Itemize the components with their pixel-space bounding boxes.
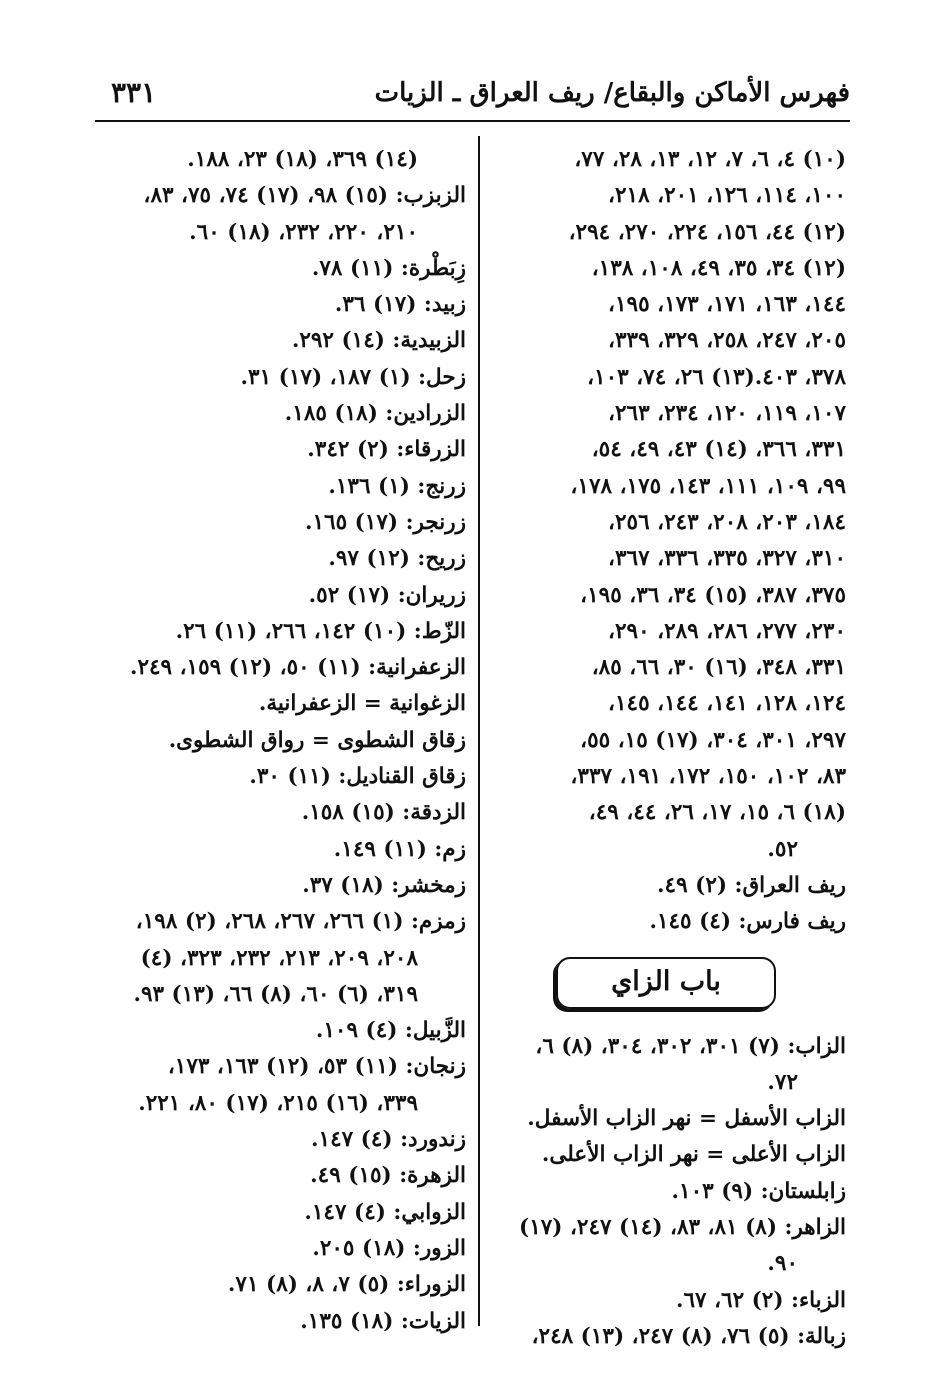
index-line: ٣٣١، ٣٦٦، (١٤) ٤٣، ٤٩، ٥٤،	[591, 437, 846, 463]
index-line: ٢٠٥، ٢٤٧، ٢٥٨، ٣٢٩، ٣٣٩،	[608, 328, 846, 354]
section-title-box: باب الزاي	[556, 957, 776, 1009]
index-entry: زمزم: (١) ٢٦٦، ٢٦٧، ٢٦٨، (٢) ١٩٨،	[135, 909, 466, 935]
index-entry: زابلستان: (٩) ١٠٣.	[671, 1178, 846, 1204]
index-entry: زرنج: (١) ١٣٦.	[328, 473, 466, 499]
index-entry: الزباء: (٢) ٦٢، ٦٧.	[675, 1287, 846, 1313]
index-entry: الزور: (١٨) ٢٠٥.	[312, 1235, 466, 1261]
index-line: ١٠٧، ١١٩، ١٢٠، ٢٣٤، ٢٦٣،	[608, 401, 846, 427]
index-line: ٣١٠، ٣٢٧، ٣٣٥، ٣٣٦، ٣٦٧،	[608, 546, 846, 572]
index-entry: الزهرة: (١٥) ٤٩.	[310, 1163, 466, 1189]
running-title: فهرس الأماكن والبقاع/ ريف العراق ـ الزيات	[374, 78, 850, 108]
index-entry: زقاق الشطوى = رواق الشطوى.	[168, 727, 466, 753]
index-line: ٨٣، ١٠٢، ١٥٠، ١٧٢، ١٩١، ٣٣٧،	[570, 764, 846, 790]
index-line: ٣٧٥، ٣٨٧، (١٥) ٣٤، ٣٦، ١٩٥،	[580, 582, 846, 608]
index-entry: زريح: (١٢) ٩٧.	[328, 546, 466, 572]
index-entry: زقاق القناديل: (١١) ٣٠.	[249, 764, 466, 790]
index-line: ٣٧٨، ٤٠٣.(١٣) ٢٦، ٧٤، ١٠٣،	[587, 364, 846, 390]
index-line: ٧٢.	[767, 1069, 798, 1095]
index-entry: الزوابي: (٤) ١٤٧.	[304, 1199, 466, 1225]
index-line: ٢٩٧، ٣٠١، ٣٠٤، (١٧) ١٥، ٥٥،	[580, 727, 846, 753]
index-entry: زم: (١١) ١٤٩.	[333, 836, 466, 862]
index-line: (١٤) ٣٦٩، (١٨) ٢٣، ١٨٨.	[187, 147, 418, 172]
index-line: ٢١٠، ٢٢٠، ٢٣٢، (١٨) ٦٠.	[189, 219, 418, 245]
index-line: ٣٣٩، (١٦) ٢١٥، (١٧) ٨٠، ٢٢١.	[138, 1090, 418, 1116]
index-line: ١٠٠، ١١٤، ١٢٦، ٢٠١، ٢١٨،	[608, 183, 846, 209]
index-line: ٣١٩، (٦) ٦٠، (٨) ٦٦، (١٣) ٩٣.	[133, 981, 418, 1007]
left-column	[101, 142, 466, 1340]
index-line: (١٠) ٤، ٦، ٧، ١٢، ١٣، ٢٨، ٧٧،	[574, 147, 846, 172]
index-line: ٩٠.	[767, 1251, 798, 1277]
index-entry: زرنجر: (١٧) ١٦٥.	[304, 509, 466, 535]
index-line: ١٨٤، ٢٠٣، ٢٠٨، ٢٤٣، ٢٥٦،	[608, 509, 846, 535]
index-entry: زبيد: (١٧) ٣٦.	[334, 292, 466, 318]
index-entry: زنجان: (١١) ٥٣، (١٢) ١٦٣، ١٧٣،	[167, 1054, 466, 1080]
index-entry: الزاب الأسفل = نهر الزاب الأسفل.	[527, 1106, 846, 1132]
index-line: (١٢) ٤٤، ١٥٦، ٢٢٤، ٢٧٠، ٢٩٤،	[568, 219, 846, 245]
index-entry: ريف فارس: (٤) ١٤٥.	[649, 909, 846, 935]
index-entry: الزاب الأعلى = نهر الزاب الأعلى.	[541, 1142, 846, 1168]
index-line: ٣٣١، ٣٤٨، (١٦) ٣٠، ٦٦، ٨٥،	[591, 655, 846, 681]
index-entry: زندورد: (٤) ١٤٧.	[311, 1127, 466, 1153]
index-entry: الزدقة: (١٥) ١٥٨.	[301, 800, 466, 826]
page-header	[95, 72, 850, 122]
index-entry: الزرقاء: (٢) ٣٤٢.	[307, 437, 466, 463]
page-number: ٣٣١	[111, 76, 157, 109]
index-entry: الزغوانية = الزعفرانية.	[258, 691, 466, 717]
index-line: (١٢) ٣٤، ٣٥، ٤٩، ١٠٨، ١٣٨،	[591, 255, 846, 281]
index-line: ٢٣٠، ٢٧٧، ٢٨٦، ٢٨٩، ٢٩٠،	[608, 618, 846, 644]
index-entry: الزوراء: (٥) ٧، ٨، (٨) ٧١.	[227, 1272, 466, 1298]
index-entry: زِبَطْرة: (١١) ٧٨.	[311, 255, 466, 281]
index-line: ٩٩، ١٠٩، ١١١، ١٤٣، ١٧٥، ١٧٨،	[570, 473, 846, 499]
index-entry: الزبزب: (١٥) ٩٨، (١٧) ٧٤، ٧٥، ٨٣،	[143, 183, 466, 209]
index-entry: زبالة: (٥) ٧٦، (٨) ٢٤٧، (١٣) ٢٤٨،	[531, 1323, 846, 1349]
index-entry: الزرادين: (١٨) ١٨٥.	[284, 401, 466, 427]
right-column	[476, 142, 846, 1355]
index-entry: زريران: (١٧) ٥٢.	[308, 582, 466, 608]
index-entry: زحل: (١) ١٨٧، (١٧) ٣١.	[240, 364, 466, 390]
index-line: ١٢٤، ١٢٨، ١٤١، ١٤٤، ١٤٥،	[608, 691, 846, 717]
index-entry: الزاب: (٧) ٣٠١، ٣٠٢، ٣٠٤، (٨) ٦،	[535, 1033, 846, 1059]
index-line: ٥٢.	[767, 836, 798, 862]
index-line: ١٤٤، ١٦٣، ١٧١، ١٧٣، ١٩٥،	[608, 292, 846, 318]
index-entry: الزاهر: (٨) ٨١، ٨٣، (١٤) ٢٤٧، (١٧)	[519, 1215, 846, 1241]
index-entry: الزّط: (١٠) ١٤٢، ٢٦٦، (١١) ٢٦.	[175, 618, 466, 644]
section-header	[476, 941, 846, 1029]
index-entry: الزعفرانية: (١١) ٥٠، (١٢) ١٥٩، ٢٤٩.	[129, 655, 466, 681]
index-line: (١٨) ٦، ١٥، ١٧، ٢٦، ٤٤، ٤٩،	[588, 800, 846, 826]
index-entry: الزَّبيل: (٤) ١٠٩.	[315, 1018, 466, 1044]
index-entry: الزيات: (١٨) ١٣٥.	[300, 1308, 466, 1334]
index-entry: ريف العراق: (٢) ٤٩.	[657, 872, 846, 898]
index-entry: زمخشر: (١٨) ٣٧.	[302, 872, 466, 898]
index-line: ٢٠٨، ٢٠٩، ٢١٣، ٢٣٢، ٣٢٣، (٤)	[140, 945, 418, 971]
index-entry: الزبيدية: (١٤) ٢٩٢.	[291, 328, 466, 354]
